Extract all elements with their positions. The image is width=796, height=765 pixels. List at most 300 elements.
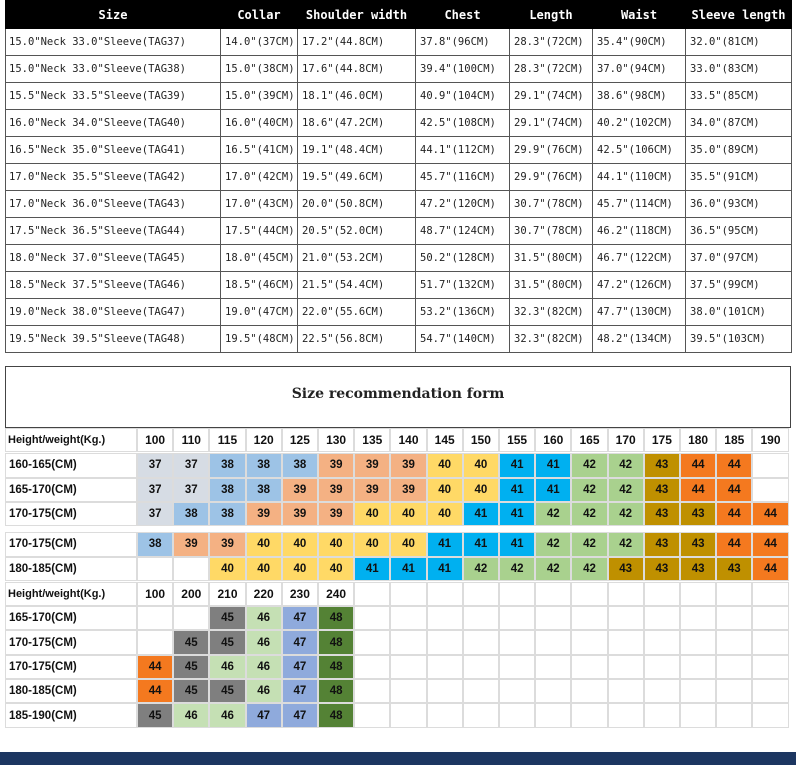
empty-grid-cell <box>680 582 716 606</box>
empty-grid-cell <box>644 703 680 727</box>
table2-size-cell: 48 <box>318 679 354 703</box>
size-chart-table <box>5 0 792 353</box>
size-chart-cell: 14.0"(37CM) <box>221 29 298 56</box>
table1-size-cell: 40 <box>390 502 426 526</box>
size-chart-cell: 45.7"(114CM) <box>593 191 686 218</box>
size-chart-row <box>6 164 792 191</box>
table1-size-cell: 40 <box>427 478 463 502</box>
table2-size-cell: 45 <box>173 630 209 654</box>
table1-size-cell: 38 <box>246 453 282 477</box>
table1-size-cell: 41 <box>535 453 571 477</box>
size-chart-cell: 28.3"(72CM) <box>510 56 593 83</box>
size-chart-cell: 15.0"(39CM) <box>221 83 298 110</box>
size-chart-cell: 32.3"(82CM) <box>510 299 593 326</box>
size-chart-cell: 37.0"(97CM) <box>686 245 792 272</box>
table1-weight-header: 125 <box>282 428 318 452</box>
empty-grid-cell <box>644 582 680 606</box>
table1-weight-header: 155 <box>499 428 535 452</box>
table1-size-cell: 44 <box>716 453 752 477</box>
table1-size-cell: 40 <box>427 502 463 526</box>
size-chart-cell: 35.4"(90CM) <box>593 29 686 56</box>
col-header-size: Size <box>6 1 221 29</box>
table1-size-cell: 40 <box>354 532 390 556</box>
empty-grid-cell <box>571 655 607 679</box>
table1-size-cell: 41 <box>499 502 535 526</box>
size-chart-cell: 35.0"(89CM) <box>686 137 792 164</box>
size-chart-cell: 44.1"(112CM) <box>416 137 510 164</box>
table1-size-cell: 42 <box>571 502 607 526</box>
table1-size-cell: 44 <box>716 532 752 556</box>
table1-size-cell: 37 <box>137 502 173 526</box>
table1-size-cell: 39 <box>390 478 426 502</box>
table1-size-cell: 42 <box>608 478 644 502</box>
size-chart-cell: 16.5"Neck 35.0"Sleeve(TAG41) <box>6 137 221 164</box>
size-chart-cell: 18.5"(46CM) <box>221 272 298 299</box>
empty-grid-cell <box>499 582 535 606</box>
size-chart-cell: 39.4"(100CM) <box>416 56 510 83</box>
table1-size-cell: 39 <box>318 502 354 526</box>
table1-size-cell: 41 <box>499 532 535 556</box>
size-chart-cell: 40.9"(104CM) <box>416 83 510 110</box>
empty-grid-cell <box>680 703 716 727</box>
table1-size-cell: 39 <box>318 478 354 502</box>
table1-size-cell: 40 <box>282 557 318 581</box>
table1-size-cell: 43 <box>608 557 644 581</box>
table1-size-cell: 44 <box>716 502 752 526</box>
size-chart-cell: 17.6"(44.8CM) <box>298 56 416 83</box>
empty-grid-cell <box>680 630 716 654</box>
table1-size-cell: 43 <box>716 557 752 581</box>
table1-size-cell: 41 <box>354 557 390 581</box>
size-chart-cell: 51.7"(132CM) <box>416 272 510 299</box>
table2-height-label: 170-175(CM) <box>5 655 137 679</box>
table1-height-label: 170-175(CM) <box>5 532 137 556</box>
table2-size-cell: 48 <box>318 703 354 727</box>
table2-size-cell: 47 <box>282 606 318 630</box>
table2-size-cell: 47 <box>282 630 318 654</box>
size-chart-cell: 17.0"Neck 36.0"Sleeve(TAG43) <box>6 191 221 218</box>
table1-height-label: 170-175(CM) <box>5 502 137 526</box>
size-chart-cell: 48.7"(124CM) <box>416 218 510 245</box>
table1-weight-header: 190 <box>752 428 788 452</box>
table1-weight-header: 115 <box>209 428 245 452</box>
size-chart-row <box>6 326 792 353</box>
table1-size-cell: 44 <box>752 557 788 581</box>
empty-grid-cell <box>571 679 607 703</box>
empty-grid-cell <box>644 630 680 654</box>
empty-grid-cell <box>463 630 499 654</box>
size-chart-cell: 19.0"Neck 38.0"Sleeve(TAG47) <box>6 299 221 326</box>
table1-size-cell: 38 <box>209 502 245 526</box>
empty-grid-cell <box>608 606 644 630</box>
size-chart-cell: 54.7"(140CM) <box>416 326 510 353</box>
table1-size-cell: 43 <box>680 532 716 556</box>
table1-size-cell: 40 <box>246 532 282 556</box>
empty-grid-cell <box>427 679 463 703</box>
size-chart-cell: 18.5"Neck 37.5"Sleeve(TAG46) <box>6 272 221 299</box>
empty-grid-cell <box>427 703 463 727</box>
table1-size-cell: 38 <box>173 502 209 526</box>
size-chart-cell: 50.2"(128CM) <box>416 245 510 272</box>
size-chart-cell: 35.5"(91CM) <box>686 164 792 191</box>
empty-grid-cell <box>354 703 390 727</box>
recommendation-title: Size recommendation form <box>291 386 505 402</box>
size-chart-cell: 19.1"(48.4CM) <box>298 137 416 164</box>
size-chart-cell: 20.5"(52.0CM) <box>298 218 416 245</box>
size-chart-row <box>6 218 792 245</box>
size-chart-cell: 17.2"(44.8CM) <box>298 29 416 56</box>
table1-size-cell: 43 <box>644 502 680 526</box>
col-header-shoulder-width: Shoulder width <box>298 1 416 29</box>
size-chart-cell: 42.5"(106CM) <box>593 137 686 164</box>
table1-size-cell: 42 <box>463 557 499 581</box>
size-chart-cell: 44.1"(110CM) <box>593 164 686 191</box>
table1-size-cell: 40 <box>318 557 354 581</box>
table1-size-cell: 42 <box>571 453 607 477</box>
empty-grid-cell <box>571 582 607 606</box>
table1-size-cell: 39 <box>354 453 390 477</box>
empty-grid-cell <box>716 679 752 703</box>
table1-size-cell: 43 <box>644 478 680 502</box>
size-chart-cell: 45.7"(116CM) <box>416 164 510 191</box>
size-chart-cell: 36.5"(95CM) <box>686 218 792 245</box>
size-chart-cell: 46.2"(118CM) <box>593 218 686 245</box>
table2-size-cell: 44 <box>137 679 173 703</box>
size-chart-cell: 17.5"Neck 36.5"Sleeve(TAG44) <box>6 218 221 245</box>
empty-grid-cell <box>463 703 499 727</box>
size-chart-row <box>6 272 792 299</box>
col-header-chest: Chest <box>416 1 510 29</box>
size-chart-row <box>6 29 792 56</box>
empty-grid-cell <box>644 679 680 703</box>
size-chart-cell: 29.1"(74CM) <box>510 83 593 110</box>
empty-grid-cell <box>608 630 644 654</box>
empty-grid-cell <box>499 655 535 679</box>
table1-size-cell: 40 <box>354 502 390 526</box>
table2-size-cell: 47 <box>282 703 318 727</box>
empty-grid-cell <box>716 582 752 606</box>
table2-size-cell: 46 <box>246 655 282 679</box>
table2-weight-header: 100 <box>137 582 173 606</box>
size-chart-cell: 32.0"(81CM) <box>686 29 792 56</box>
empty-grid-cell <box>680 655 716 679</box>
table1-size-cell: 38 <box>209 478 245 502</box>
table2-size-cell: 46 <box>209 655 245 679</box>
table1-size-cell <box>752 478 788 502</box>
empty-grid-cell <box>752 582 788 606</box>
empty-grid-cell <box>535 630 571 654</box>
col-header-waist: Waist <box>593 1 686 29</box>
size-chart-cell: 34.0"(87CM) <box>686 110 792 137</box>
size-chart-row <box>6 110 792 137</box>
empty-grid-cell <box>390 606 426 630</box>
size-chart-header-row <box>6 1 792 29</box>
table1-size-cell: 44 <box>680 478 716 502</box>
empty-grid-cell <box>463 679 499 703</box>
table1-size-cell: 38 <box>137 532 173 556</box>
size-chart-cell: 30.7"(78CM) <box>510 191 593 218</box>
size-chart-cell: 32.3"(82CM) <box>510 326 593 353</box>
table1-size-cell: 39 <box>282 478 318 502</box>
empty-grid-cell <box>354 655 390 679</box>
size-chart-cell: 47.2"(120CM) <box>416 191 510 218</box>
table1-header-label: Height/weight(Kg.) <box>5 428 137 452</box>
size-chart-cell: 38.6"(98CM) <box>593 83 686 110</box>
empty-grid-cell <box>716 703 752 727</box>
size-chart-cell: 37.8"(96CM) <box>416 29 510 56</box>
size-chart-row <box>6 191 792 218</box>
table2-size-cell: 48 <box>318 630 354 654</box>
table1-size-cell <box>137 557 173 581</box>
table1-weight-header: 175 <box>644 428 680 452</box>
table2-size-cell: 47 <box>282 655 318 679</box>
empty-grid-cell <box>680 606 716 630</box>
table1-size-cell: 42 <box>535 532 571 556</box>
empty-grid-cell <box>390 582 426 606</box>
table1-size-cell: 39 <box>173 532 209 556</box>
size-chart-cell: 19.5"(49.6CM) <box>298 164 416 191</box>
size-chart-cell: 17.5"(44CM) <box>221 218 298 245</box>
empty-grid-cell <box>608 655 644 679</box>
table1-weight-header: 130 <box>318 428 354 452</box>
empty-grid-cell <box>463 582 499 606</box>
empty-grid-cell <box>752 630 788 654</box>
table1-size-cell: 43 <box>644 532 680 556</box>
table1-size-cell: 43 <box>644 453 680 477</box>
empty-grid-cell <box>535 655 571 679</box>
table2-weight-header: 230 <box>282 582 318 606</box>
size-chart-cell: 47.2"(126CM) <box>593 272 686 299</box>
empty-grid-cell <box>571 606 607 630</box>
table2-size-cell: 45 <box>209 679 245 703</box>
table2-size-cell: 45 <box>209 630 245 654</box>
empty-grid-cell <box>499 630 535 654</box>
table2-header-label: Height/weight(Kg.) <box>5 582 137 606</box>
table1-size-cell: 39 <box>354 478 390 502</box>
table2-size-cell: 46 <box>246 606 282 630</box>
table1-size-cell: 39 <box>318 453 354 477</box>
size-chart-cell: 30.7"(78CM) <box>510 218 593 245</box>
table1-height-label: 160-165(CM) <box>5 453 137 477</box>
size-chart-cell: 47.7"(130CM) <box>593 299 686 326</box>
size-chart-cell: 28.3"(72CM) <box>510 29 593 56</box>
size-chart-cell: 40.2"(102CM) <box>593 110 686 137</box>
table1-size-cell: 41 <box>427 557 463 581</box>
size-chart-cell: 42.5"(108CM) <box>416 110 510 137</box>
table1-size-cell: 42 <box>535 557 571 581</box>
table1-size-cell: 44 <box>752 532 788 556</box>
empty-grid-cell <box>427 630 463 654</box>
size-chart-row <box>6 83 792 110</box>
empty-grid-cell <box>427 606 463 630</box>
table1-size-cell: 42 <box>571 532 607 556</box>
size-chart-cell: 18.0"Neck 37.0"Sleeve(TAG45) <box>6 245 221 272</box>
table1-size-cell: 41 <box>499 478 535 502</box>
size-chart-cell: 17.0"Neck 35.5"Sleeve(TAG42) <box>6 164 221 191</box>
table2-height-label: 180-185(CM) <box>5 679 137 703</box>
empty-grid-cell <box>354 582 390 606</box>
table1-size-cell: 42 <box>608 532 644 556</box>
size-chart-cell: 37.5"(99CM) <box>686 272 792 299</box>
table1-size-cell: 39 <box>209 532 245 556</box>
table2-size-cell: 46 <box>246 679 282 703</box>
size-chart-cell: 17.0"(43CM) <box>221 191 298 218</box>
empty-grid-cell <box>463 655 499 679</box>
size-chart-cell: 15.0"Neck 33.0"Sleeve(TAG38) <box>6 56 221 83</box>
empty-grid-cell <box>390 630 426 654</box>
size-chart-cell: 15.5"Neck 33.5"Sleeve(TAG39) <box>6 83 221 110</box>
size-chart-row <box>6 299 792 326</box>
size-chart-cell: 19.5"(48CM) <box>221 326 298 353</box>
table1-size-cell: 42 <box>608 502 644 526</box>
table2-height-label: 185-190(CM) <box>5 703 137 727</box>
table2-height-label: 170-175(CM) <box>5 630 137 654</box>
table1-size-cell: 41 <box>427 532 463 556</box>
table1-size-cell: 38 <box>209 453 245 477</box>
table1-size-cell: 38 <box>282 453 318 477</box>
col-header-length: Length <box>510 1 593 29</box>
size-chart-cell: 19.5"Neck 39.5"Sleeve(TAG48) <box>6 326 221 353</box>
table2-weight-header: 240 <box>318 582 354 606</box>
size-chart-cell: 20.0"(50.8CM) <box>298 191 416 218</box>
col-header-sleeve-length: Sleeve length <box>686 1 792 29</box>
table1-size-cell: 42 <box>535 502 571 526</box>
table2-weight-header: 220 <box>246 582 282 606</box>
empty-grid-cell <box>427 582 463 606</box>
table2-size-cell: 45 <box>209 606 245 630</box>
table1-size-cell: 40 <box>463 453 499 477</box>
table2-size-cell: 46 <box>173 703 209 727</box>
recommendation-title-box <box>5 366 791 428</box>
empty-grid-cell <box>716 630 752 654</box>
table1-size-cell: 37 <box>173 453 209 477</box>
empty-grid-cell <box>427 655 463 679</box>
size-chart-cell: 39.5"(103CM) <box>686 326 792 353</box>
size-chart-cell: 21.0"(53.2CM) <box>298 245 416 272</box>
table2-size-cell: 45 <box>137 703 173 727</box>
table1-weight-header: 185 <box>716 428 752 452</box>
table2-size-cell: 45 <box>173 655 209 679</box>
size-recommendation-form <box>5 366 791 730</box>
empty-grid-cell <box>752 703 788 727</box>
size-chart-cell: 48.2"(134CM) <box>593 326 686 353</box>
table2-size-cell: 48 <box>318 655 354 679</box>
table1-size-cell: 44 <box>716 478 752 502</box>
table1-size-cell: 39 <box>282 502 318 526</box>
size-chart-cell: 31.5"(80CM) <box>510 245 593 272</box>
table1-size-cell: 40 <box>282 532 318 556</box>
size-chart-cell: 18.0"(45CM) <box>221 245 298 272</box>
size-chart-cell: 21.5"(54.4CM) <box>298 272 416 299</box>
size-chart-cell: 16.0"Neck 34.0"Sleeve(TAG40) <box>6 110 221 137</box>
empty-grid-cell <box>390 655 426 679</box>
size-chart-cell: 31.5"(80CM) <box>510 272 593 299</box>
size-chart-cell: 22.5"(56.8CM) <box>298 326 416 353</box>
table1-size-cell: 43 <box>680 557 716 581</box>
table1-size-cell: 42 <box>571 557 607 581</box>
size-chart-cell: 33.5"(85CM) <box>686 83 792 110</box>
size-chart-cell: 29.9"(76CM) <box>510 137 593 164</box>
empty-grid-cell <box>716 606 752 630</box>
table1-size-cell: 37 <box>137 478 173 502</box>
table1-size-cell: 39 <box>246 502 282 526</box>
table2-size-cell: 45 <box>173 679 209 703</box>
size-chart-row <box>6 245 792 272</box>
empty-grid-cell <box>571 630 607 654</box>
table1-weight-header: 140 <box>390 428 426 452</box>
size-chart-cell: 19.0"(47CM) <box>221 299 298 326</box>
table2-size-cell: 46 <box>209 703 245 727</box>
table1-size-cell: 38 <box>246 478 282 502</box>
empty-grid-cell <box>608 582 644 606</box>
empty-grid-cell <box>752 679 788 703</box>
table1-size-cell: 42 <box>499 557 535 581</box>
table1-size-cell: 41 <box>390 557 426 581</box>
size-chart-row <box>6 137 792 164</box>
table1-weight-header: 180 <box>680 428 716 452</box>
table1-size-cell: 40 <box>246 557 282 581</box>
bottom-banner-strip <box>0 752 796 765</box>
table1-weight-header: 170 <box>608 428 644 452</box>
size-chart-cell: 29.9"(76CM) <box>510 164 593 191</box>
size-chart-cell: 15.0"(38CM) <box>221 56 298 83</box>
size-chart-cell: 18.6"(47.2CM) <box>298 110 416 137</box>
table2-weight-header: 210 <box>209 582 245 606</box>
size-chart-cell: 16.5"(41CM) <box>221 137 298 164</box>
empty-grid-cell <box>354 679 390 703</box>
table1-size-cell: 44 <box>680 453 716 477</box>
table1-size-cell: 37 <box>173 478 209 502</box>
table2-size-cell: 44 <box>137 655 173 679</box>
size-chart-cell: 15.0"Neck 33.0"Sleeve(TAG37) <box>6 29 221 56</box>
size-chart-cell: 53.2"(136CM) <box>416 299 510 326</box>
table2-size-cell <box>137 606 173 630</box>
table1-weight-header: 145 <box>427 428 463 452</box>
table1-size-cell: 39 <box>390 453 426 477</box>
empty-grid-cell <box>499 606 535 630</box>
size-chart-cell: 38.0"(101CM) <box>686 299 792 326</box>
table2-height-label: 165-170(CM) <box>5 606 137 630</box>
table1-size-cell: 42 <box>571 478 607 502</box>
table1-size-cell: 41 <box>499 453 535 477</box>
table1-size-cell: 41 <box>463 532 499 556</box>
empty-grid-cell <box>535 703 571 727</box>
table2-size-cell: 47 <box>246 703 282 727</box>
table2-size-cell: 46 <box>246 630 282 654</box>
table1-size-cell: 40 <box>209 557 245 581</box>
empty-grid-cell <box>644 606 680 630</box>
size-chart-cell: 46.7"(122CM) <box>593 245 686 272</box>
table1-size-cell <box>173 557 209 581</box>
table2-weight-header: 200 <box>173 582 209 606</box>
empty-grid-cell <box>752 606 788 630</box>
size-chart-row <box>6 56 792 83</box>
table1-weight-header: 100 <box>137 428 173 452</box>
empty-grid-cell <box>499 703 535 727</box>
table1-size-cell: 44 <box>752 502 788 526</box>
empty-grid-cell <box>390 679 426 703</box>
table1-height-label: 165-170(CM) <box>5 478 137 502</box>
table1-size-cell: 41 <box>535 478 571 502</box>
empty-grid-cell <box>535 679 571 703</box>
col-header-collar: Collar <box>221 1 298 29</box>
table2-size-cell <box>173 606 209 630</box>
size-chart-cell: 17.0"(42CM) <box>221 164 298 191</box>
table1-size-cell: 40 <box>463 478 499 502</box>
size-chart-cell: 37.0"(94CM) <box>593 56 686 83</box>
table1-size-cell: 40 <box>427 453 463 477</box>
table1-weight-header: 150 <box>463 428 499 452</box>
